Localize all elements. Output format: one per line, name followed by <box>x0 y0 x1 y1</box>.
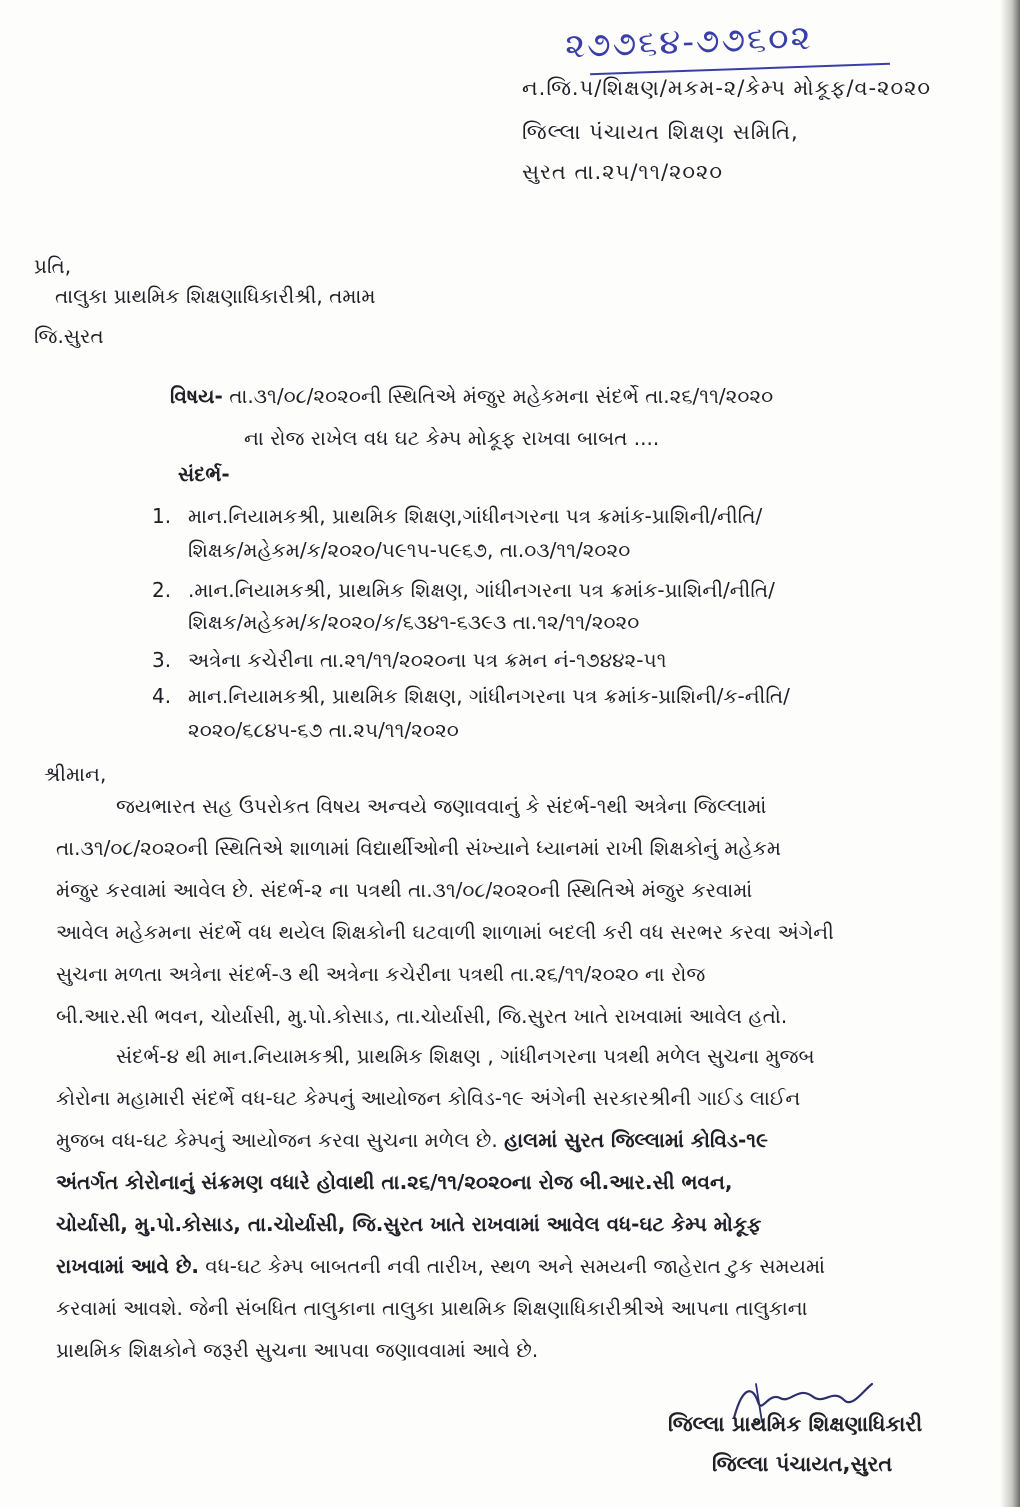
body-p2-line-1: સંદર્ભ-૪ થી માન.નિયામકશ્રી, પ્રાથમિક શિક્ષણ , ગાંધીનગરના પત્રથી મળેલ સુચના મુજબ <box>116 1044 815 1068</box>
reference-text-3: અત્રેના કચેરીના તા.૨૧/૧૧/૨૦૨૦ના પત્ર ક્રમન નં-૧૭૪૪૨-૫૧ <box>188 648 667 672</box>
scan-edge-shadow <box>1000 0 1020 1507</box>
body-p1-line-3: મંજુર કરવામાં આવેલ છે. સંદર્ભ-૨ ના પત્રથી તા.૩૧/૦૮/૨૦૨૦ની સ્થિતિએ મંજુર કરવામાં <box>56 878 753 902</box>
subject-line-2: ના રોજ રાખેલ વધ ઘટ કેમ્પ મોકૂફ રાખવા બાબત .... <box>244 426 660 450</box>
signatory-office: જિલ્લા પંચાયત,સુરત <box>712 1452 893 1476</box>
salutation: શ્રીમાન, <box>44 762 107 786</box>
office-name: જિલ્લા પંચાયત શિક્ષણ સમિતિ, <box>522 120 799 144</box>
recipient-name: તાલુકા પ્રાથમિક શિક્ષણાધિકારીશ્રી, તમામ <box>55 284 376 308</box>
reference-number-1: 1. <box>152 504 172 528</box>
reference-number-4: 4. <box>152 684 172 708</box>
handwritten-inward-number: ૨૭૭૬૪-૭૭૬૦૨ <box>564 17 814 67</box>
reference-item-1-cont: શિક્ષક/મહેકમ/ક/૨૦૨૦/૫૯૧૫-૫૯૬૭, તા.૦૩/૧૧/૨૦૨૦ <box>188 538 631 562</box>
body-p1-line-1: જયભારત સહ ઉપરોકત વિષય અન્વયે જણાવવાનું કે સંદર્ભ-૧થી અત્રેના જિલ્લામાં <box>116 794 767 818</box>
signatory-title: જિલ્લા પ્રાથમિક શિક્ષણાધિકારી <box>668 1412 923 1436</box>
reference-item-4 <box>152 682 790 710</box>
reference-text-2: .માન.નિયામકશ્રી, પ્રાથમિક શિક્ષણ, ગાંધીનગરના પત્ર ક્રમાંક-પ્રાશિની/નીતિ/ <box>188 578 775 602</box>
body-p1-line-2: તા.૩૧/૦૮/૨૦૨૦ની સ્થિતિએ શાળામાં વિદ્યાર્થીઓની સંખ્યાને ધ્યાનમાં રાખી શિક્ષકોનું મહેકમ <box>56 836 781 860</box>
reference-item-4-cont: ૨૦૨૦/૬૮૪૫-૬૭ તા.૨૫/૧૧/૨૦૨૦ <box>188 718 459 742</box>
reference-text-4: માન.નિયામકશ્રી, પ્રાથમિક શિક્ષણ, ગાંધીનગરના પત્ર ક્રમાંક-પ્રાશિની/ક-નીતિ/ <box>188 684 790 708</box>
body-p2-line-7: કરવામાં આવશે. જેની સંબધિત તાલુકાના તાલુકા પ્રાથમિક શિક્ષણાધિકારીશ્રીએ આપના તાલુકાના <box>56 1296 808 1320</box>
subject-text-1: તા.૩૧/૦૮/૨૦૨૦ની સ્થિતિએ મંજુર મહેકમના સંદર્ભે તા.૨૬/૧૧/૨૦૨૦ <box>222 384 774 408</box>
reference-item-1 <box>152 502 762 530</box>
recipient-district: જિ.સુરત <box>34 324 104 348</box>
reference-item-3 <box>152 646 666 674</box>
body-p2-line-8: પ્રાથમિક શિક્ષકોને જરૂરી સુચના આપવા જણાવવામાં આવે છે. <box>56 1338 539 1362</box>
reference-item-2 <box>152 576 775 604</box>
body-p2-line-6-bold: રાખવામાં આવે છે. <box>56 1254 199 1278</box>
place-date: સુરત તા.૨૫/૧૧/૨૦૨૦ <box>522 160 724 184</box>
body-p2-line-5: ચોર્યાસી, મુ.પો.કોસાડ, તા.ચોર્યાસી, જિ.સુરત ખાતે રાખવામાં આવેલ વધ-ઘટ કેમ્પ મોકૂફ <box>56 1212 762 1236</box>
references-label: સંદર્ભ- <box>178 462 230 486</box>
reference-number-3: 3. <box>152 648 172 672</box>
subject-line-1 <box>170 382 773 410</box>
body-p2-line-4: અંતર્ગત કોરોનાનું સંક્રમણ વધારે હોવાથી તા.૨૬/૧૧/૨૦૨૦ના રોજ બી.આર.સી ભવન, <box>56 1170 733 1194</box>
body-p1-line-5: સુચના મળતા અત્રેના સંદર્ભ-૩ થી અત્રેના કચેરીના પત્રથી તા.૨૬/૧૧/૨૦૨૦ ના રોજ <box>56 962 706 986</box>
reference-number: ન.જિ.પ/શિક્ષણ/મકમ-૨/કેમ્પ મોકૂફ/વ-૨૦૨૦ <box>522 76 932 100</box>
reference-number-2: 2. <box>152 578 172 602</box>
reference-text-1: માન.નિયામકશ્રી, પ્રાથમિક શિક્ષણ,ગાંધીનગરના પત્ર ક્રમાંક-પ્રાશિની/નીતિ/ <box>188 504 763 528</box>
body-p2-line-3 <box>56 1126 768 1154</box>
body-p1-line-6: બી.આર.સી ભવન, ચોર્યાસી, મુ.પો.કોસાડ, તા.ચોર્યાસી, જિ.સુરત ખાતે રાખવામાં આવેલ હતો. <box>56 1004 788 1028</box>
body-p2-line-6-normal: વધ-ઘટ કેમ્પ બાબતની નવી તારીખ, સ્થળ અને સમયની જાહેરાત ટુક સમયમાં <box>198 1254 826 1278</box>
subject-label: વિષય- <box>170 384 223 408</box>
body-p2-line-2: કોરોના મહામારી સંદર્ભે વધ-ઘટ કેમ્પનું આયોજન કોવિડ-૧૯ અંગેની સરકારશ્રીની ગાઈડ લાઈન <box>56 1086 801 1110</box>
body-p2-line-6 <box>56 1252 825 1280</box>
body-p1-line-4: આવેલ મહેકમના સંદર્ભે વધ થયેલ શિક્ષકોની ઘટવાળી શાળામાં બદલી કરી વધ સરભર કરવા અંગેની <box>56 920 834 944</box>
body-p2-line-3-bold: હાલમાં સુરત જિલ્લામાં કોવિડ-૧૯ <box>504 1128 768 1152</box>
reference-item-2-cont: શિક્ષક/મહેકમ/ક/૨૦૨૦/ક/૬૩૪૧-૬૩૯૩ તા.૧૨/૧૧/૨૦૨૦ <box>188 610 640 634</box>
recipient-prati: પ્રતિ, <box>34 254 72 278</box>
body-p2-line-3-normal: મુજબ વધ-ઘટ કેમ્પનું આયોજન કરવા સુચના મળેલ છે. <box>56 1128 505 1152</box>
